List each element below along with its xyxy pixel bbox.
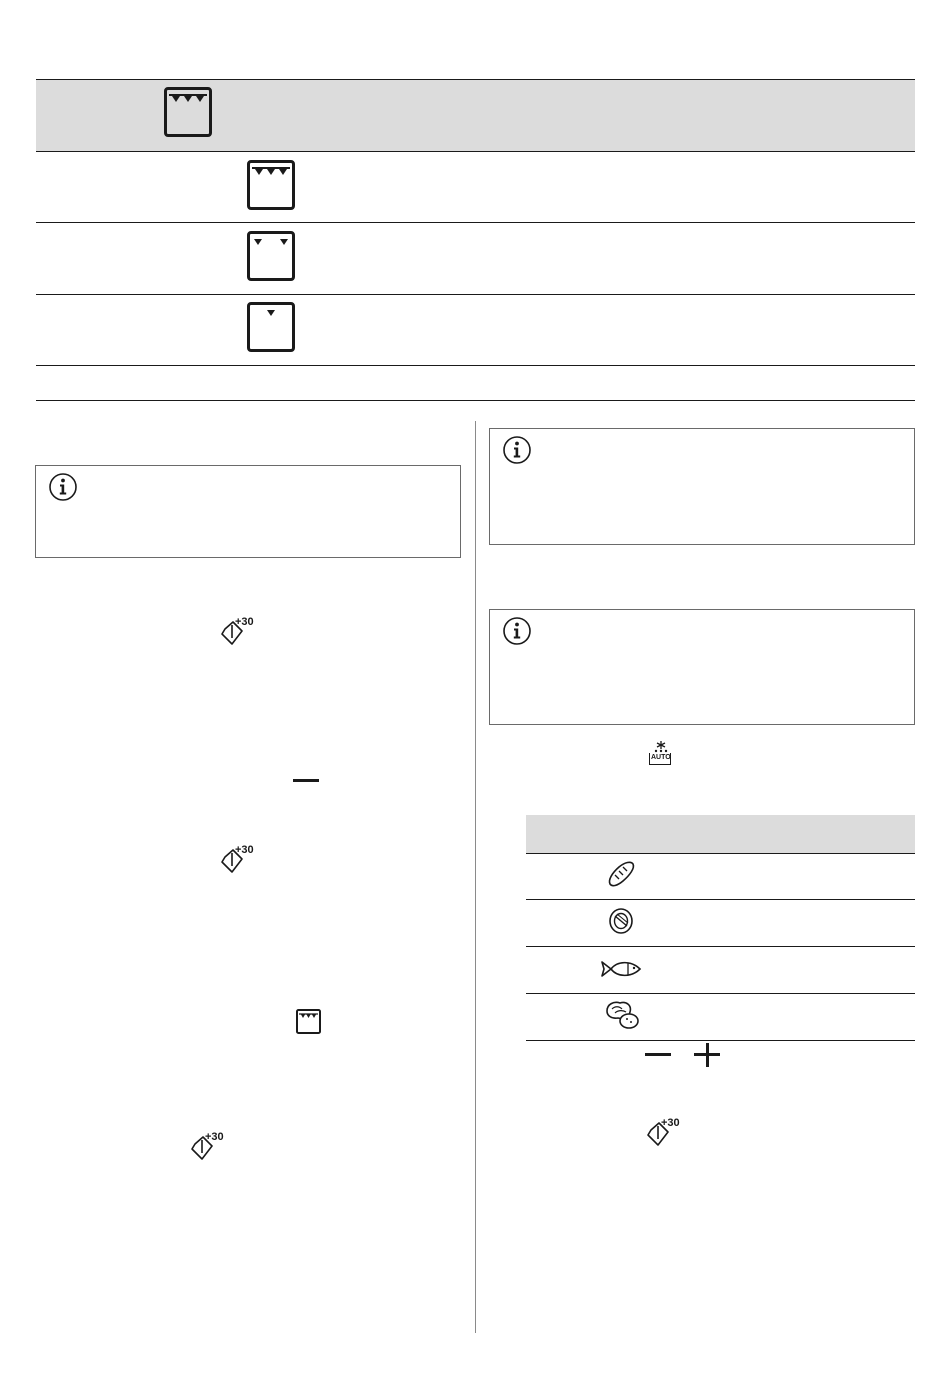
column-divider: [475, 421, 476, 1333]
timer-label: +30: [205, 1131, 224, 1143]
oven-top-heat-one-level-icon: [247, 302, 295, 352]
timer-plus-30-icon: [220, 617, 260, 647]
food-table-divider: [526, 899, 915, 900]
vegetables-icon: [604, 999, 642, 1031]
food-table-divider: [526, 946, 915, 947]
timer-plus-30-icon: [220, 845, 260, 875]
food-table-divider: [526, 993, 915, 994]
auto-mode-icon: [648, 740, 674, 768]
heat-table-divider: [36, 151, 915, 152]
heat-table-divider: [36, 294, 915, 295]
food-table-divider: [526, 853, 915, 854]
heat-table-bottom-rule: [36, 400, 915, 401]
food-table-header: [526, 815, 915, 853]
timer-plus-30-icon: [646, 1118, 686, 1148]
bread-icon: [606, 860, 636, 890]
info-icon: [48, 472, 78, 502]
fish-icon: [599, 957, 643, 981]
info-icon: [502, 435, 532, 465]
timer-label: +30: [235, 616, 254, 628]
timer-label: +30: [235, 844, 254, 856]
heat-table-top-rule: [36, 79, 915, 80]
meat-icon: [607, 907, 635, 935]
info-box: [489, 428, 915, 545]
oven-top-heat-three-level-icon: [296, 1009, 321, 1034]
food-table-bottom-rule: [526, 1040, 915, 1041]
auto-label: AUTO: [651, 754, 671, 761]
plus-icon: [694, 1043, 720, 1067]
oven-top-heat-three-level-icon: [164, 87, 212, 137]
heat-table-divider: [36, 365, 915, 366]
oven-top-heat-three-level-icon: [247, 160, 295, 210]
heat-table-divider: [36, 222, 915, 223]
minus-icon: [645, 1053, 671, 1056]
timer-label: +30: [661, 1117, 680, 1129]
minus-icon: [293, 779, 319, 782]
oven-top-heat-two-level-icon: [247, 231, 295, 281]
timer-plus-30-icon: [190, 1132, 230, 1162]
info-box: [489, 609, 915, 725]
info-icon: [502, 616, 532, 646]
info-box: [35, 465, 461, 558]
